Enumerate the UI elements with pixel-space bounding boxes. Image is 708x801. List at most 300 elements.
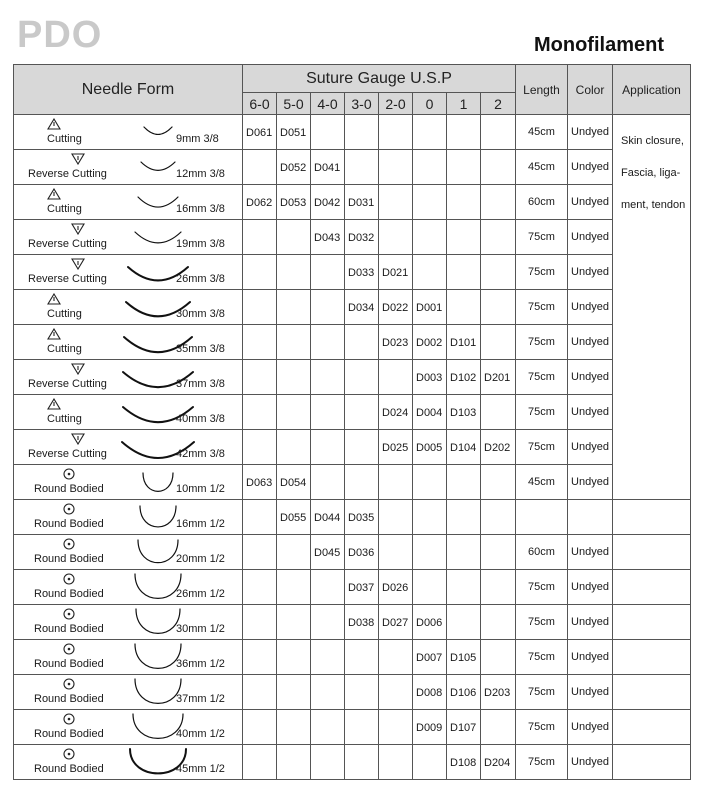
product-code-cell: D025 (379, 430, 413, 465)
product-code-cell: D108 (447, 745, 481, 780)
round-body-icon (62, 713, 76, 725)
product-code-cell (277, 605, 311, 640)
product-code-cell: D051 (277, 115, 311, 150)
product-code-cell (379, 710, 413, 745)
needle-form-cell (14, 745, 243, 780)
needle-type-label: Reverse Cutting (28, 238, 107, 250)
product-code-cell (277, 570, 311, 605)
color-cell: Undyed (568, 640, 613, 675)
product-code-cell (481, 640, 516, 675)
product-code-cell: D021 (379, 255, 413, 290)
table-row (14, 745, 691, 780)
product-code-cell (277, 255, 311, 290)
product-code-cell: D101 (447, 325, 481, 360)
product-code-cell (481, 465, 516, 500)
needle-size-label: 30mm 1/2 (176, 623, 225, 635)
product-code-cell (379, 745, 413, 780)
needle-type-label: Round Bodied (34, 693, 104, 705)
reverse-cutting-triangle-icon (71, 223, 85, 235)
length-cell: 75cm (516, 325, 568, 360)
product-code-cell (447, 220, 481, 255)
application-empty-cell (613, 500, 691, 535)
product-code-cell (243, 220, 277, 255)
product-code-cell (277, 325, 311, 360)
product-code-cell (379, 220, 413, 255)
product-code-cell (413, 745, 447, 780)
length-cell: 75cm (516, 290, 568, 325)
product-code-cell (447, 605, 481, 640)
color-cell: Undyed (568, 430, 613, 465)
needle-type-label: Reverse Cutting (28, 378, 107, 390)
product-code-cell: D053 (277, 185, 311, 220)
product-code-cell: D034 (345, 290, 379, 325)
needle-type-label: Round Bodied (34, 483, 104, 495)
product-code-cell: D103 (447, 395, 481, 430)
product-code-cell (311, 605, 345, 640)
suture-gauge-header: Suture Gauge U.S.P (243, 65, 516, 93)
needle-size-label: 45mm 1/2 (176, 763, 225, 775)
product-code-cell (481, 395, 516, 430)
product-code-cell: D038 (345, 605, 379, 640)
product-code-cell (277, 360, 311, 395)
product-code-cell: D041 (311, 150, 345, 185)
product-code-cell (277, 745, 311, 780)
product-code-cell (311, 430, 345, 465)
product-code-cell (481, 605, 516, 640)
product-code-cell (379, 535, 413, 570)
product-code-cell (243, 150, 277, 185)
color-cell: Undyed (568, 115, 613, 150)
product-code-cell (243, 395, 277, 430)
product-code-cell: D055 (277, 500, 311, 535)
table-row (14, 255, 691, 290)
product-code-cell (379, 675, 413, 710)
length-cell: 75cm (516, 570, 568, 605)
needle-size-label: 40mm 3/8 (176, 413, 225, 425)
needle-form-cell (14, 395, 243, 430)
needle-curve-icon (141, 471, 175, 494)
product-code-cell: D202 (481, 430, 516, 465)
product-code-cell: D023 (379, 325, 413, 360)
product-code-cell: D037 (345, 570, 379, 605)
product-code-cell: D033 (345, 255, 379, 290)
length-cell: 75cm (516, 360, 568, 395)
product-code-cell (311, 255, 345, 290)
application-empty-cell (613, 640, 691, 675)
product-code-cell: D026 (379, 570, 413, 605)
length-cell: 75cm (516, 710, 568, 745)
gauge-header-cell: 1 (447, 93, 481, 115)
needle-curve-icon (134, 607, 182, 637)
product-code-cell (345, 745, 379, 780)
needle-type-label: Cutting (47, 133, 82, 145)
product-code-cell (345, 150, 379, 185)
product-code-cell: D006 (413, 605, 447, 640)
color-cell: Undyed (568, 535, 613, 570)
application-line: Skin closure, (621, 135, 684, 147)
needle-type-label: Round Bodied (34, 553, 104, 565)
product-code-cell (481, 535, 516, 570)
table-row (14, 430, 691, 465)
product-code-cell (481, 570, 516, 605)
round-body-icon (62, 538, 76, 550)
cutting-triangle-icon (47, 328, 61, 340)
product-code-cell (413, 255, 447, 290)
product-code-cell (413, 465, 447, 500)
length-cell: 75cm (516, 605, 568, 640)
color-cell: Undyed (568, 570, 613, 605)
table-row (14, 570, 691, 605)
product-code-cell (447, 535, 481, 570)
table-row (14, 675, 691, 710)
product-code-cell (379, 360, 413, 395)
needle-size-label: 37mm 1/2 (176, 693, 225, 705)
product-code-cell (243, 605, 277, 640)
product-code-cell (243, 640, 277, 675)
table-row (14, 185, 691, 220)
length-cell (516, 500, 568, 535)
length-cell: 75cm (516, 745, 568, 780)
round-body-icon (62, 468, 76, 480)
product-code-cell (345, 430, 379, 465)
needle-form-cell (14, 150, 243, 185)
product-code-cell (413, 115, 447, 150)
gauge-header-cell: 4-0 (311, 93, 345, 115)
gauge-header-cell: 5-0 (277, 93, 311, 115)
product-code-cell (447, 185, 481, 220)
length-header: Length (516, 65, 568, 115)
needle-form-cell (14, 535, 243, 570)
product-code-cell: D022 (379, 290, 413, 325)
table-row (14, 150, 691, 185)
length-cell: 45cm (516, 115, 568, 150)
product-code-cell (447, 500, 481, 535)
table-row (14, 710, 691, 745)
needle-curve-icon (139, 160, 177, 171)
product-code-cell: D035 (345, 500, 379, 535)
product-code-cell (243, 325, 277, 360)
length-cell: 75cm (516, 675, 568, 710)
product-code-cell (447, 115, 481, 150)
product-code-cell: D105 (447, 640, 481, 675)
product-code-cell (379, 500, 413, 535)
color-cell: Undyed (568, 395, 613, 430)
length-cell: 75cm (516, 395, 568, 430)
table-row (14, 465, 691, 500)
product-code-cell (311, 745, 345, 780)
application-line: Fascia, liga- (621, 167, 681, 179)
product-code-cell: D204 (481, 745, 516, 780)
color-cell: Undyed (568, 150, 613, 185)
reverse-cutting-triangle-icon (71, 363, 85, 375)
length-cell: 45cm (516, 150, 568, 185)
length-cell: 60cm (516, 185, 568, 220)
product-code-cell: D201 (481, 360, 516, 395)
product-code-cell (345, 675, 379, 710)
product-code-cell (413, 220, 447, 255)
table-row (14, 640, 691, 675)
product-code-cell: D106 (447, 675, 481, 710)
product-code-cell: D001 (413, 290, 447, 325)
product-code-cell (481, 150, 516, 185)
product-code-cell: D008 (413, 675, 447, 710)
product-code-cell (311, 360, 345, 395)
product-code-cell: D063 (243, 465, 277, 500)
product-code-cell (311, 710, 345, 745)
reverse-cutting-triangle-icon (71, 153, 85, 165)
product-code-cell (243, 500, 277, 535)
product-code-cell (413, 500, 447, 535)
cutting-triangle-icon (47, 398, 61, 410)
color-cell: Undyed (568, 290, 613, 325)
needle-size-label: 9mm 3/8 (176, 133, 219, 145)
product-code-cell (379, 640, 413, 675)
length-cell: 75cm (516, 430, 568, 465)
application-empty-cell (613, 745, 691, 780)
product-code-cell (311, 675, 345, 710)
product-code-cell: D036 (345, 535, 379, 570)
needle-size-label: 26mm 1/2 (176, 588, 225, 600)
product-code-cell (481, 500, 516, 535)
needle-size-label: 12mm 3/8 (176, 168, 225, 180)
product-code-cell: D002 (413, 325, 447, 360)
gauge-header-cell: 2-0 (379, 93, 413, 115)
color-cell: Undyed (568, 185, 613, 220)
product-code-cell: D032 (345, 220, 379, 255)
needle-size-label: 40mm 1/2 (176, 728, 225, 740)
product-code-cell (277, 430, 311, 465)
needle-type-label: Round Bodied (34, 518, 104, 530)
page-heading: Monofilament (534, 34, 664, 56)
product-code-cell (243, 535, 277, 570)
color-cell: Undyed (568, 465, 613, 500)
product-code-cell (311, 290, 345, 325)
product-code-cell (311, 395, 345, 430)
needle-type-label: Round Bodied (34, 588, 104, 600)
product-code-cell (481, 710, 516, 745)
needle-form-header: Needle Form (14, 65, 243, 115)
product-code-cell (277, 535, 311, 570)
needle-size-label: 30mm 3/8 (176, 308, 225, 320)
brand-title: PDO (17, 14, 103, 56)
product-code-cell (345, 395, 379, 430)
table-header (14, 65, 691, 115)
needle-size-label: 16mm 1/2 (176, 518, 225, 530)
needle-size-label: 19mm 3/8 (176, 238, 225, 250)
product-code-cell (447, 255, 481, 290)
gauge-header-cell: 3-0 (345, 93, 379, 115)
product-code-cell (311, 325, 345, 360)
table-row (14, 500, 691, 535)
product-code-cell (447, 150, 481, 185)
color-cell: Undyed (568, 255, 613, 290)
product-code-cell (311, 465, 345, 500)
product-code-cell (277, 395, 311, 430)
needle-form-cell (14, 325, 243, 360)
product-code-cell: D007 (413, 640, 447, 675)
product-code-cell: D043 (311, 220, 345, 255)
needle-type-label: Round Bodied (34, 658, 104, 670)
product-table (13, 64, 691, 780)
needle-type-label: Reverse Cutting (28, 448, 107, 460)
product-code-cell (243, 570, 277, 605)
product-code-cell (311, 570, 345, 605)
product-code-cell: D042 (311, 185, 345, 220)
needle-size-label: 20mm 1/2 (176, 553, 225, 565)
product-code-cell (243, 710, 277, 745)
product-code-cell: D024 (379, 395, 413, 430)
needle-form-cell (14, 290, 243, 325)
needle-size-label: 16mm 3/8 (176, 203, 225, 215)
gauge-header-cell: 0 (413, 93, 447, 115)
application-header: Application (613, 65, 691, 115)
application-empty-cell (613, 675, 691, 710)
product-code-cell (447, 570, 481, 605)
product-code-cell (277, 290, 311, 325)
gauge-header-cell: 2 (481, 93, 516, 115)
reverse-cutting-triangle-icon (71, 433, 85, 445)
product-code-cell (243, 255, 277, 290)
needle-form-cell (14, 185, 243, 220)
needle-size-label: 42mm 3/8 (176, 448, 225, 460)
product-code-cell: D203 (481, 675, 516, 710)
application-empty-cell (613, 710, 691, 745)
product-code-cell: D102 (447, 360, 481, 395)
round-body-icon (62, 608, 76, 620)
product-code-cell (379, 150, 413, 185)
table-row (14, 220, 691, 255)
product-code-cell (243, 360, 277, 395)
round-body-icon (62, 503, 76, 515)
needle-size-label: 26mm 3/8 (176, 273, 225, 285)
needle-size-label: 36mm 1/2 (176, 658, 225, 670)
reverse-cutting-triangle-icon (71, 258, 85, 270)
table-row (14, 605, 691, 640)
length-cell: 75cm (516, 220, 568, 255)
color-cell: Undyed (568, 325, 613, 360)
product-code-cell (243, 290, 277, 325)
table-row (14, 115, 691, 150)
color-cell: Undyed (568, 605, 613, 640)
product-code-cell (277, 675, 311, 710)
product-code-cell (481, 115, 516, 150)
product-code-cell (345, 360, 379, 395)
needle-form-cell (14, 710, 243, 745)
needle-type-label: Round Bodied (34, 623, 104, 635)
needle-curve-icon (138, 504, 178, 530)
needle-form-cell (14, 605, 243, 640)
table-row (14, 325, 691, 360)
product-code-cell (413, 150, 447, 185)
product-code-cell (379, 185, 413, 220)
product-code-cell (481, 185, 516, 220)
needle-form-cell (14, 675, 243, 710)
product-code-cell (345, 325, 379, 360)
needle-type-label: Reverse Cutting (28, 273, 107, 285)
product-code-cell: D061 (243, 115, 277, 150)
table-row (14, 535, 691, 570)
needle-form-cell (14, 255, 243, 290)
product-code-cell (379, 115, 413, 150)
color-cell: Undyed (568, 360, 613, 395)
needle-type-label: Cutting (47, 413, 82, 425)
product-code-cell (447, 290, 481, 325)
needle-form-cell (14, 115, 243, 150)
product-code-cell (345, 710, 379, 745)
product-code-cell: D009 (413, 710, 447, 745)
color-cell: Undyed (568, 675, 613, 710)
round-body-icon (62, 748, 76, 760)
application-empty-cell (613, 570, 691, 605)
product-code-cell: D005 (413, 430, 447, 465)
cutting-triangle-icon (47, 118, 61, 130)
needle-curve-icon (136, 195, 180, 208)
product-code-cell: D107 (447, 710, 481, 745)
product-code-cell: D062 (243, 185, 277, 220)
table-body (14, 115, 691, 780)
needle-type-label: Cutting (47, 308, 82, 320)
needle-curve-icon (142, 125, 174, 135)
product-code-cell: D045 (311, 535, 345, 570)
length-cell: 75cm (516, 640, 568, 675)
application-empty-cell (613, 535, 691, 570)
needle-form-cell (14, 500, 243, 535)
needle-type-label: Cutting (47, 203, 82, 215)
product-code-cell (243, 745, 277, 780)
product-code-cell (413, 185, 447, 220)
cutting-triangle-icon (47, 293, 61, 305)
product-code-cell: D003 (413, 360, 447, 395)
needle-curve-icon (136, 538, 180, 566)
needle-form-cell (14, 430, 243, 465)
product-code-cell (481, 220, 516, 255)
product-code-cell (243, 430, 277, 465)
application-line: ment, tendon (621, 199, 686, 211)
product-code-cell (277, 220, 311, 255)
product-code-cell (379, 465, 413, 500)
product-code-cell: D031 (345, 185, 379, 220)
color-cell: Undyed (568, 220, 613, 255)
round-body-icon (62, 678, 76, 690)
product-code-cell (311, 640, 345, 675)
product-code-cell (481, 325, 516, 360)
product-code-cell (311, 115, 345, 150)
cutting-triangle-icon (47, 188, 61, 200)
product-code-cell (481, 290, 516, 325)
product-code-cell (447, 465, 481, 500)
gauge-header-cell: 6-0 (243, 93, 277, 115)
product-code-cell (277, 640, 311, 675)
needle-form-cell (14, 465, 243, 500)
needle-type-label: Cutting (47, 343, 82, 355)
product-code-cell (481, 255, 516, 290)
product-code-cell: D104 (447, 430, 481, 465)
needle-form-cell (14, 640, 243, 675)
product-code-cell: D052 (277, 150, 311, 185)
product-code-cell: D044 (311, 500, 345, 535)
product-code-cell (345, 465, 379, 500)
needle-type-label: Round Bodied (34, 763, 104, 775)
color-header: Color (568, 65, 613, 115)
product-code-cell (345, 115, 379, 150)
needle-type-label: Round Bodied (34, 728, 104, 740)
product-code-cell (277, 710, 311, 745)
color-cell: Undyed (568, 745, 613, 780)
length-cell: 45cm (516, 465, 568, 500)
needle-form-cell (14, 220, 243, 255)
product-code-cell (413, 570, 447, 605)
color-cell (568, 500, 613, 535)
